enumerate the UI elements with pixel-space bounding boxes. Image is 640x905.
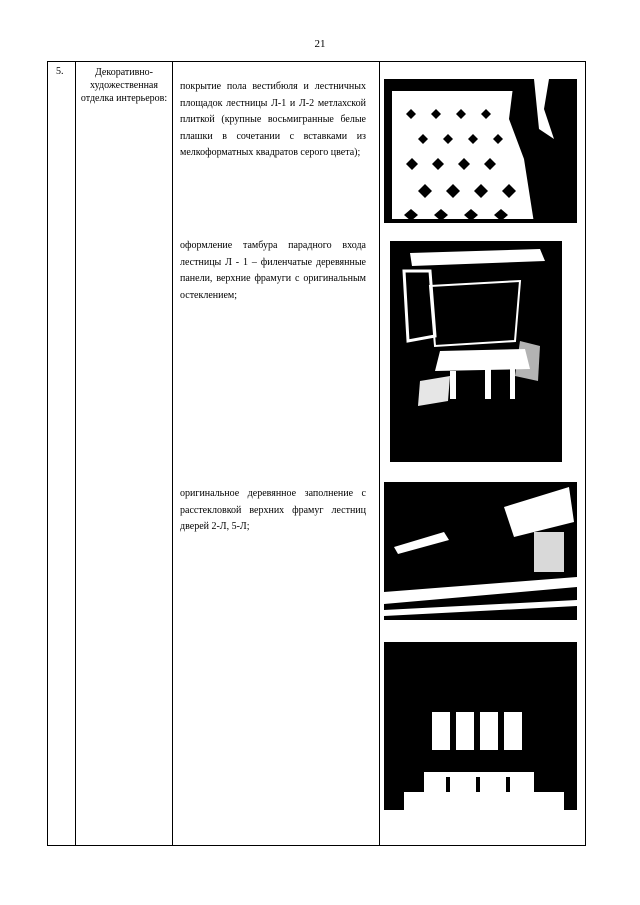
table-divider <box>75 62 76 845</box>
photo-door-window <box>384 642 577 810</box>
item-description: оформление тамбура парадного входа лестницы Л - 1 – филенчатые деревянные панели, верхние фрамуги с оригинальным остеклением; <box>180 240 366 301</box>
row-category: Декоративно-художественная отделка интерьеров: <box>80 67 168 104</box>
table-divider <box>379 62 380 845</box>
page-number: 21 <box>314 38 326 50</box>
photo-transom <box>384 482 577 625</box>
table-divider <box>172 62 173 845</box>
item-description: покрытие пола вестибюля и лестничных площадок лестницы Л-1 и Л-2 метлахской плиткой (крупные восьмигранные белые плашки в сочетании с вставками из мелкоформатных квадратов серого цвета); <box>180 81 366 158</box>
row-number: 5. <box>56 66 64 77</box>
item-description: оригинальное деревянное заполнение с расстекловкой верхних фрамуг лестниц дверей 2-Л, 5-Л; <box>180 488 366 532</box>
monument-table <box>47 61 586 846</box>
photo-floor-tiles <box>384 79 577 223</box>
photo-vestibule <box>390 241 562 462</box>
